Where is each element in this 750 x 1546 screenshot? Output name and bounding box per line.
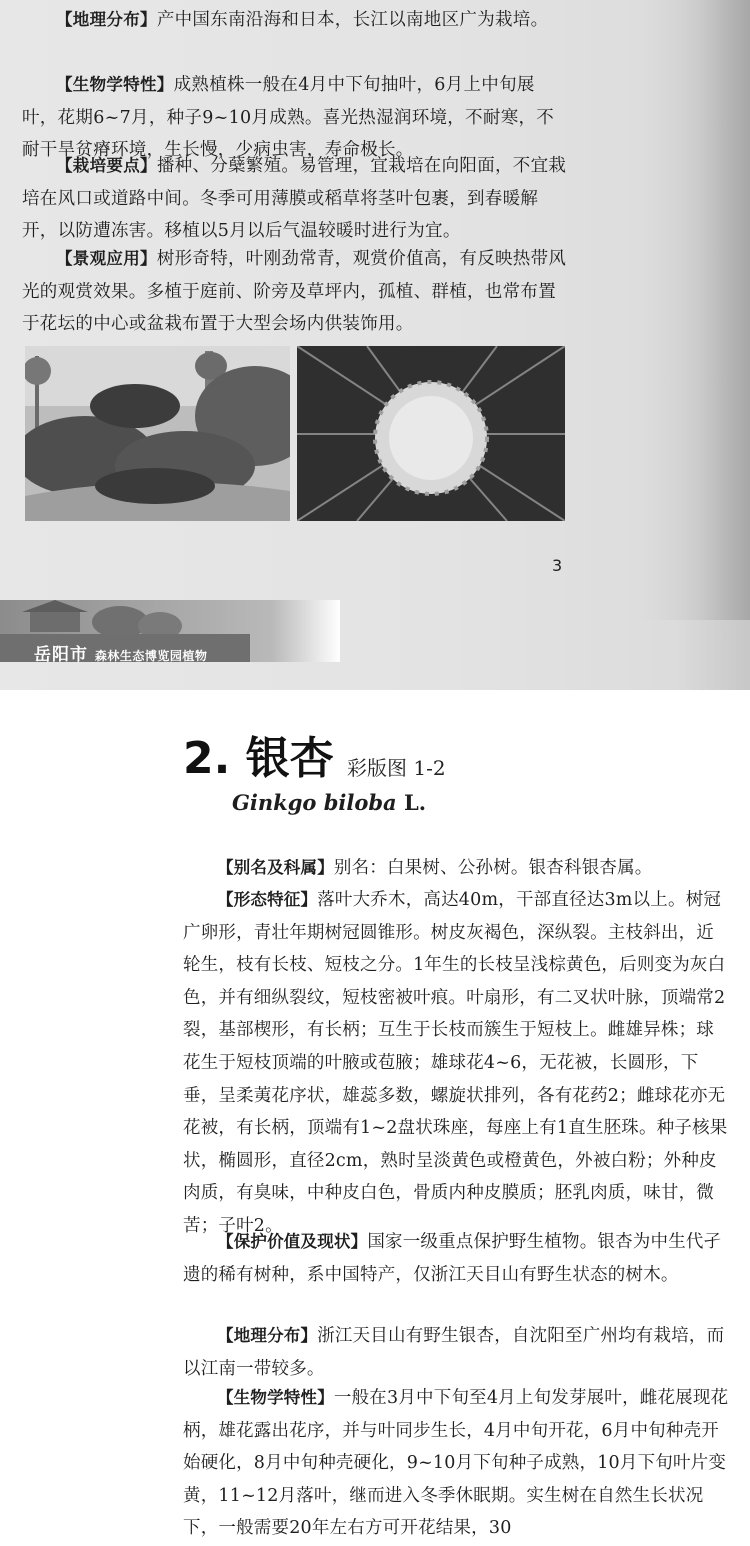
paragraph-heading: 【生物学特性】 — [56, 75, 174, 94]
paragraph-heading: 【地理分布】 — [56, 10, 157, 29]
paragraph-text: 成熟植株一般在4月中下旬抽叶，6月上中旬展叶，花期6~7月，种子9~10月成熟。喜光热湿润环境，不耐寒，不耐干旱贫瘠环境，生长慢，少病虫害，寿命极长。 — [22, 75, 555, 160]
paragraph-heading: 【景观应用】 — [56, 249, 157, 268]
paragraph-text: 国家一级重点保护野生植物。银杏为中生代孑遗的稀有树种，系中国特产，仅浙江天目山有野生状态的树木。 — [183, 1232, 722, 1285]
page-gutter-shadow — [640, 0, 750, 620]
paragraph-text: 浙江天目山有野生银杏，自沈阳至广州均有栽培，而以江南一带较多。 — [183, 1326, 725, 1379]
banner-title — [34, 640, 207, 665]
paragraph-text: 产中国东南沿海和日本，长江以南地区广为栽培。 — [156, 10, 549, 30]
paragraph-morphology — [183, 884, 730, 1243]
paragraph-heading: 【形态特征】 — [217, 890, 318, 909]
paragraph-heading: 【保护价值及现状】 — [217, 1232, 368, 1251]
page-number: 3 — [552, 556, 563, 575]
paragraph-text: 落叶大乔木，高达40m，干部直径达3m以上。树冠广卵形，青壮年期树冠圆锥形。树皮灰褐色，深纵裂。主枝斜出，近轮生，枝有长枝、短枝之分。1年生的长枝呈浅棕黄色，后则变为灰白色，并有细纵裂纹，短枝密被叶痕。叶扇形，有二叉状叶脉，顶端常2裂，基部楔形，有长柄；互生于长枝而簇生于短枝上。雌雄异株；球花生于短枝顶端的叶腋或苞腋；雄球花4~6，无花被，长圆形，下垂，呈柔荑花序状，雄蕊多数，螺旋状排列，各有花药2；雌球花亦无花被，有长柄，顶端有1~2盘状珠座，每座上有1直生胚珠。种子核果状，椭圆形，直径2cm，熟时呈淡黄色或橙黄色，外被白粉；外种皮肉质，有臭味，中种皮白色，骨质内种皮膜质；胚乳肉质，味甘，微苦；子叶2。 — [183, 890, 728, 1236]
paragraph-landscape — [22, 243, 570, 341]
banner-subtitle: 森林生态博览园植物 — [94, 649, 208, 663]
paragraph-cultivation — [22, 150, 570, 248]
cycad-cone-photo — [297, 346, 565, 521]
paragraph-distribution-ginkgo — [183, 1320, 730, 1385]
paragraph-heading: 【别名及科属】 — [217, 858, 334, 877]
paragraph-text: 一般在3月中下旬至4月上旬发芽展叶，雌花展现花柄，雄花露出花序，并与叶同步生长，4月中旬开花，6月中旬种壳开始硬化，8月中旬种壳硬化，9~10月下旬种子成熟，10月下旬叶片变黄，11~12月落叶，继而进入冬季休眠期。实生树在自然生长状况下，一般需要20年左右方可开花结果，30 — [183, 1388, 729, 1539]
paragraph-heading: 【栽培要点】 — [56, 156, 157, 175]
section-title: 2. 银杏 — [183, 733, 334, 784]
paragraph-text: 播种、分蘖繁殖。易管理，宜栽培在向阳面，不宜栽培在风口或道路中间。冬季可用薄膜或稻草将茎叶包裹，到春暖解开，以防遭冻害。移植以5月以后气温较暖时进行为宜。 — [22, 156, 567, 241]
paragraph-text: 别名：白果树、公孙树。银杏科银杏属。 — [333, 858, 653, 878]
paragraph-biology-ginkgo — [183, 1382, 730, 1545]
paragraph-alias — [183, 852, 730, 885]
latin-name — [232, 790, 426, 815]
paragraph-heading: 【地理分布】 — [217, 1326, 318, 1345]
paragraph-text: 树形奇特，叶刚劲常青，观赏价值高，有反映热带风光的观赏效果。多植于庭前、阶旁及草坪内，孤植、群植，也常布置于花坛的中心或盆栽布置于大型会场内供装饰用。 — [22, 249, 567, 334]
paragraph-conservation — [183, 1226, 730, 1291]
paragraph-heading: 【生物学特性】 — [217, 1388, 334, 1407]
plate-reference: 彩版图 1-2 — [347, 756, 446, 780]
banner-city: 岳阳市 — [34, 645, 88, 665]
latin-binomial: Ginkgo biloba — [232, 790, 397, 815]
latin-author: L. — [403, 790, 427, 815]
paragraph-distribution — [22, 4, 570, 37]
cycad-garden-photo — [25, 346, 290, 521]
